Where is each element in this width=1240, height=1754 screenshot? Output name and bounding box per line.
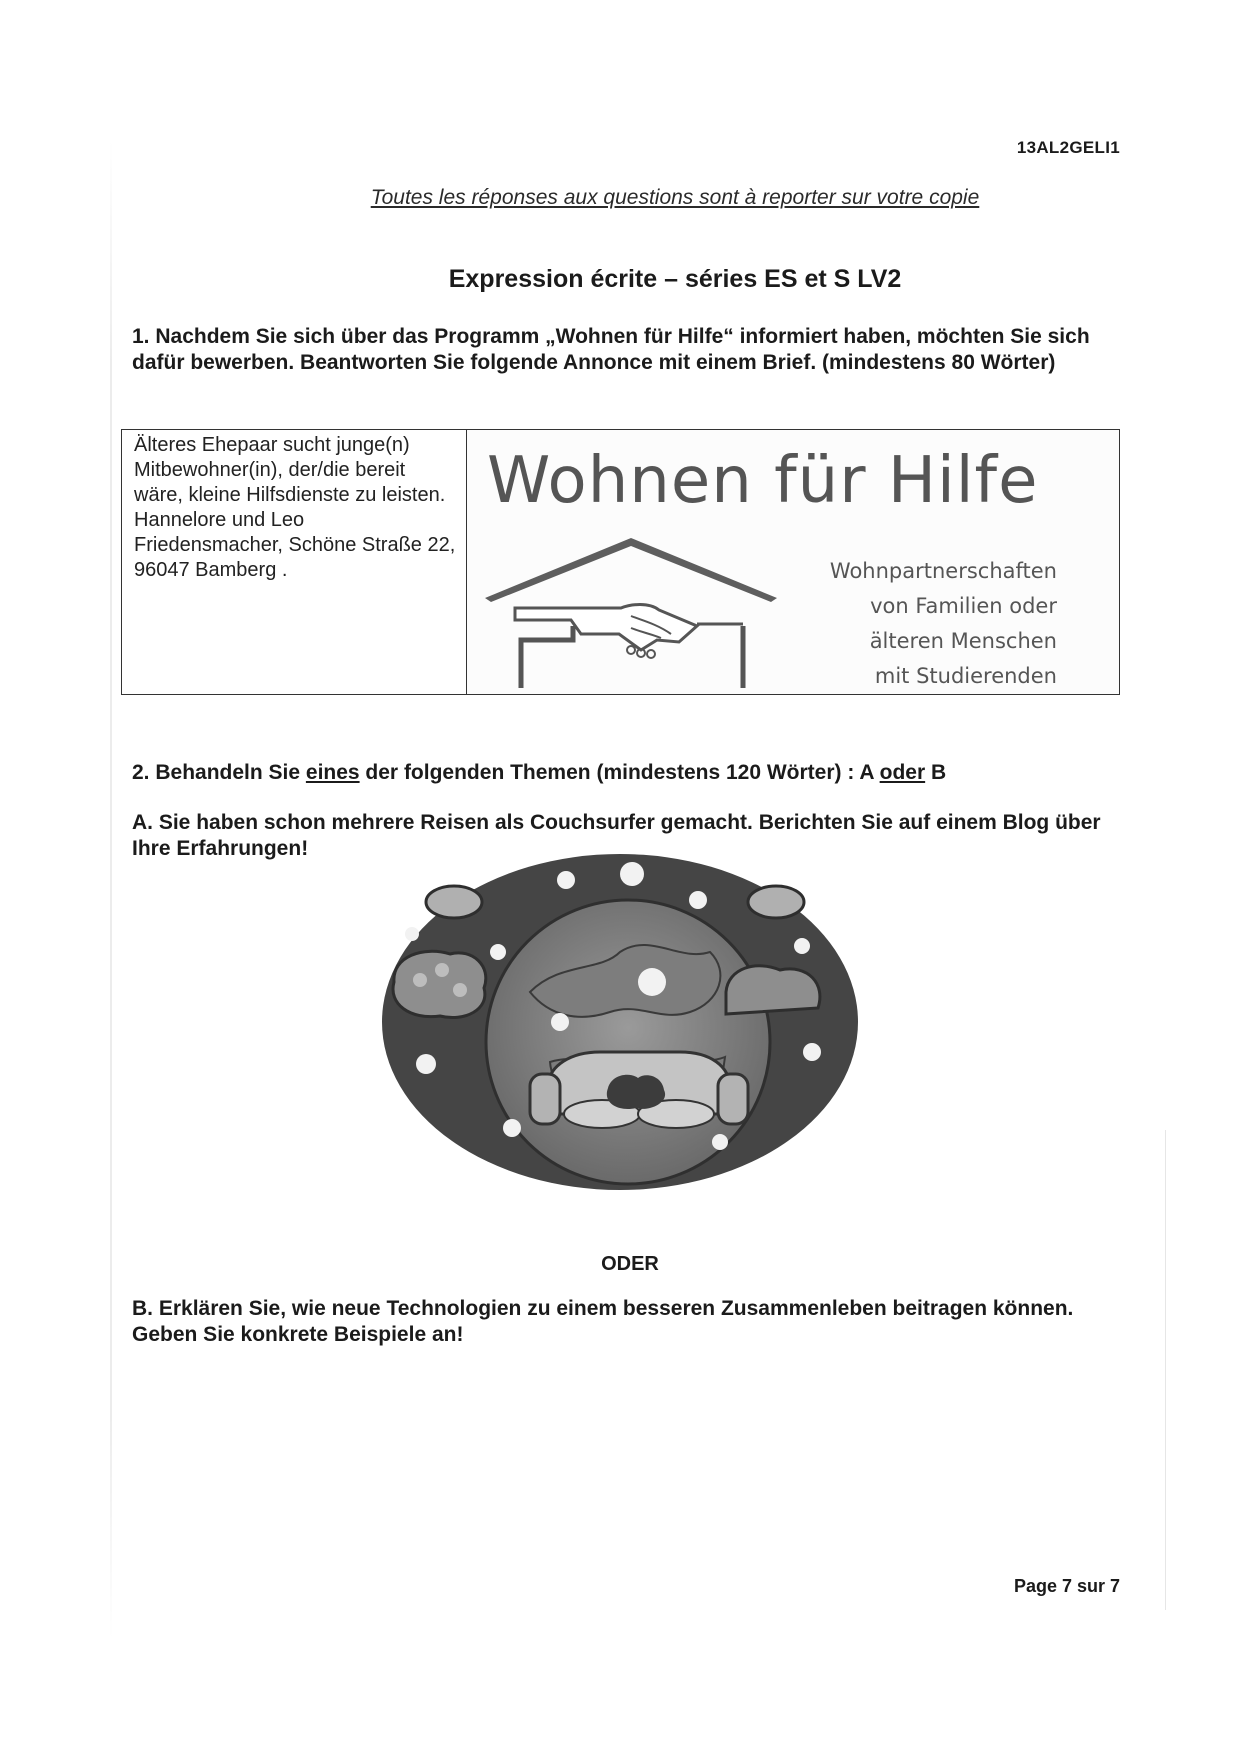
page-number: Page 7 sur 7	[1013, 1576, 1120, 1596]
task-2-suffix: B	[925, 761, 947, 784]
task-2-prefix: 2. Behandeln Sie	[132, 761, 306, 784]
logo-subtitle-line: älteren Menschen	[869, 629, 1057, 653]
task-1-text: 1. Nachdem Sie sich über das Programm „Wohnen für Hilfe“ informiert haben, möchten Sie sich dafür bewerben. Beantworten Sie folgende Annonce mit einem Brief. (mindestens 80 Wörter)	[132, 325, 1090, 374]
answer-instruction: Toutes les réponses aux questions sont à reporter sur votre copie	[370, 186, 980, 209]
logo-subtitle-line: von Familien oder	[870, 594, 1057, 618]
house-handshake-icon	[481, 538, 781, 693]
task-a-text: A. Sie haben schon mehrere Reisen als Couchsurfer gemacht. Berichten Sie auf einem Blog über Ihre Erfahrungen!	[132, 811, 1101, 860]
logo-subtitle-line: mit Studierenden	[874, 664, 1057, 688]
task-2-middle: der folgenden Themen (mindestens 120 Wörter) : A	[359, 761, 880, 784]
advertisement-box	[121, 429, 1120, 695]
logo-subtitle	[757, 554, 1057, 694]
couchsurfing-globe-illustration	[380, 852, 860, 1192]
section-title: Expression écrite – séries ES et S LV2	[448, 265, 902, 293]
document-code: 13AL2GELI1	[1016, 138, 1120, 157]
ad-text: Älteres Ehepaar sucht junge(n) Mitbewohner(in), der/die bereit wäre, kleine Hilfsdienste zu leisten. Hannelore und Leo Friedensmacher, Schöne Straße 22, 96047 Bamberg .	[122, 430, 467, 694]
wohnen-fuer-hilfe-logo	[467, 430, 1119, 694]
task-2-underlined-or: oder	[879, 761, 926, 784]
scan-edge-right	[1165, 1130, 1166, 1610]
logo-title: Wohnen für Hilfe	[487, 444, 1039, 518]
logo-subtitle-line: Wohnpartnerschaften	[829, 559, 1057, 583]
task-2-underlined-word: eines	[305, 761, 360, 784]
task-2-text	[132, 760, 1122, 786]
task-b-text: B. Erklären Sie, wie neue Technologien zu einem besseren Zusammenleben beitragen können. Geben Sie konkrete Beispiele an!	[132, 1297, 1074, 1346]
separator-oder: ODER	[601, 1253, 659, 1275]
scan-edge-left	[110, 140, 112, 1640]
